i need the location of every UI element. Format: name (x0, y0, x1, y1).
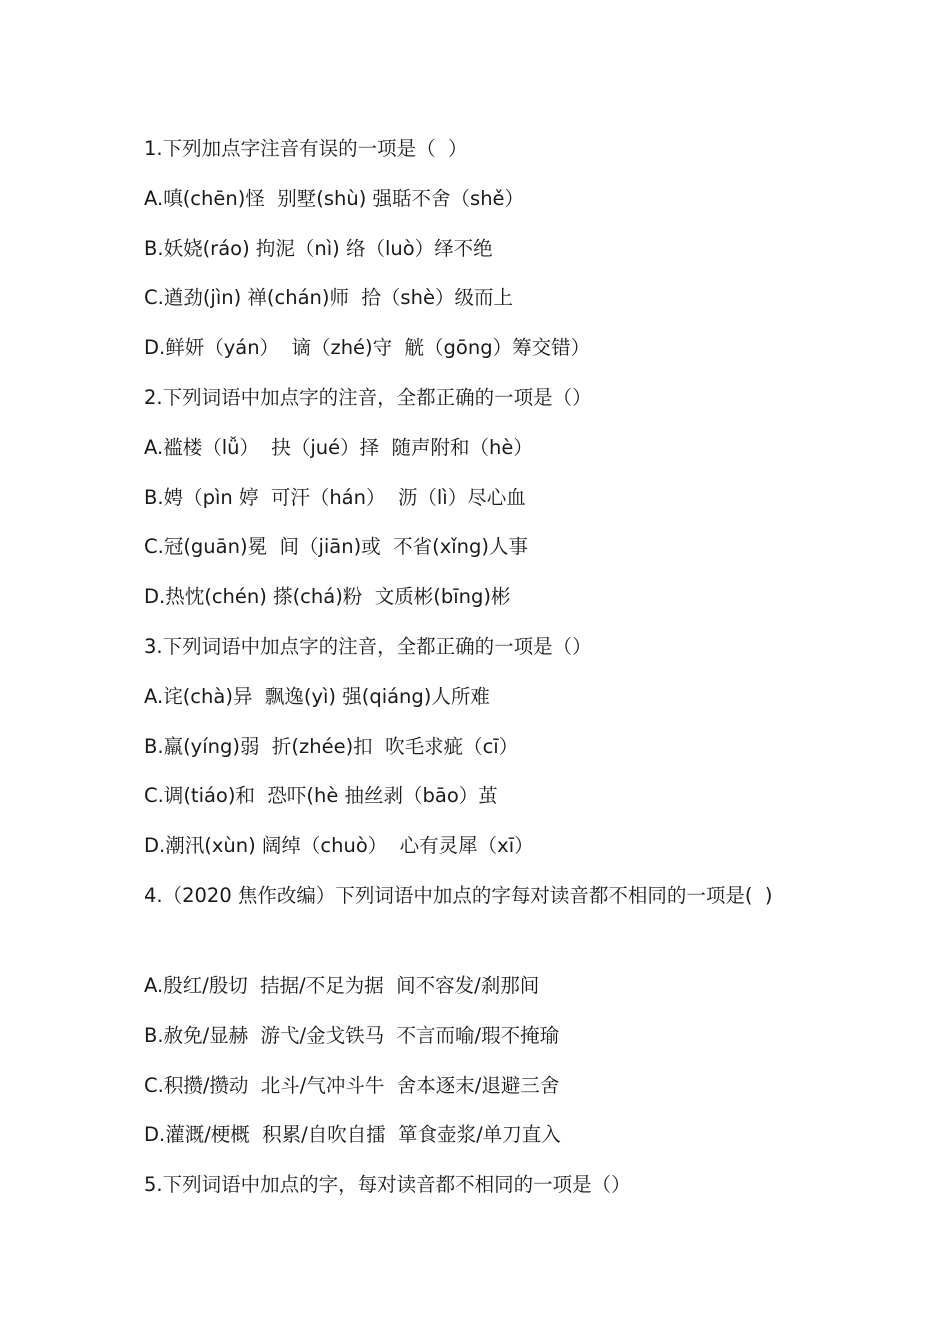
question-4-stem: 4.（2020 焦作改编）下列词语中加点的字每对读音都不相同的一项是( ) (144, 883, 773, 907)
question-1-option-b: B.妖娆(ráo) 拘泥（nì) 络（luò）绎不绝 (144, 236, 493, 260)
question-4-option-a: A.殷红/殷切 拮据/不足为据 间不容发/刹那间 (144, 973, 540, 997)
question-4-option-d: D.灌溉/梗概 积累/自吹自擂 箪食壶浆/单刀直入 (144, 1123, 561, 1147)
question-4-option-c: C.积攒/攒动 北斗/气冲斗牛 舍本逐末/退避三舍 (144, 1073, 560, 1097)
question-4-option-b: B.赦免/显赫 游弋/金戈铁马 不言而喻/瑕不掩瑜 (144, 1023, 560, 1047)
question-1-option-d: D.鲜妍（yán） 谪（zhé)守 觥（gōng）筹交错） (144, 336, 591, 360)
question-2-option-c: C.冠(guān)冕 间（jiān)或 不省(xǐng)人事 (144, 535, 529, 559)
question-3-option-a: A.诧(chà)异 飘逸(yì) 强(qiáng)人所难 (144, 684, 490, 708)
question-2-option-a: A.褴楼（lǚ） 抉（jué）择 随声附和（hè） (144, 435, 533, 459)
question-5-stem: 5.下列词语中加点的字，每对读音都不相同的一项是（） (144, 1173, 631, 1197)
question-3-option-d: D.潮汛(xùn) 阔绰（chuò） 心有灵犀（xī） (144, 834, 534, 858)
question-1-stem: 1.下列加点字注音有误的一项是（ ） (144, 137, 468, 160)
question-3-option-c: C.调(tiáo)和 恐吓(hè 抽丝剥（bāo）茧 (144, 784, 498, 808)
question-2-stem: 2.下列词语中加点字的注音，全都正确的一项是（） (144, 385, 592, 409)
document-body (144, 127, 814, 1213)
question-1-option-c: C.遒劲(jìn) 禅(chán)师 拾（shè）级而上 (144, 286, 513, 310)
question-3-stem: 3.下列词语中加点字的注音，全都正确的一项是（） (144, 634, 592, 658)
question-1-option-a: A.嗔(chēn)怪 别墅(shù) 强聒不舍（shě） (144, 186, 525, 210)
question-2-option-d: D.热忱(chén) 搽(chá)粉 文质彬(bīng)彬 (144, 585, 511, 609)
question-3-option-b: B.羸(yíng)弱 折(zhée)扣 吹毛求疵（cī） (144, 734, 519, 758)
question-2-option-b: B.娉（pìn 婷 可汗（hán） 沥（lì）尽心血 (144, 485, 526, 509)
